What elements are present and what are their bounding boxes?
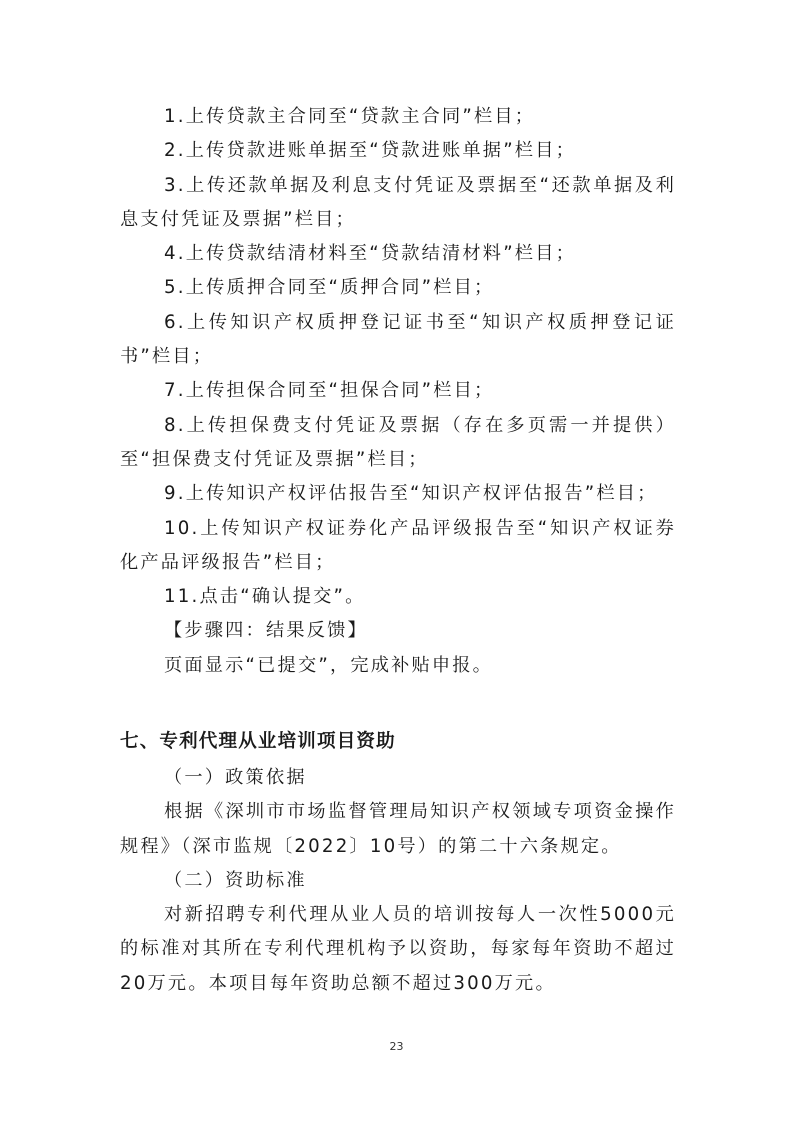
step-8: 8.上传担保费支付凭证及票据（存在多页需一并提供）至“担保费支付凭证及票据”栏目； bbox=[120, 414, 676, 470]
page-number: 23 bbox=[389, 1040, 404, 1053]
step-3: 3.上传还款单据及利息支付凭证及票据至“还款单据及利息支付凭证及票据”栏目； bbox=[120, 174, 676, 230]
funding-standard-title: （二）资助标准 bbox=[164, 869, 307, 891]
step-11: 11.点击“确认提交”。 bbox=[164, 586, 366, 608]
step-1: 1.上传贷款主合同至“贷款主合同”栏目； bbox=[164, 106, 536, 127]
step-10: 10.上传知识产权证券化产品评级报告至“知识产权证券化产品评级报告”栏目； bbox=[120, 517, 676, 573]
policy-basis-title: （一）政策依据 bbox=[164, 767, 307, 788]
step-5: 5.上传质押合同至“质押合同”栏目； bbox=[164, 277, 495, 299]
policy-basis-text: 根据《深圳市市场监督管理局知识产权领域专项资金操作规程》（深市监规〔2022〕10号）的第二十六条规定。 bbox=[120, 801, 676, 857]
funding-standard-text: 对新招聘专利代理从业人员的培训按每人一次性5000元的标准对其所在专利代理机构予以资助，每家每年资助不超过20万元。本项目每年资助总额不超过300万元。 bbox=[120, 904, 676, 994]
step-6: 6.上传知识产权质押登记证书至“知识产权质押登记证书”栏目； bbox=[120, 311, 676, 368]
step4-title: 【步骤四：结果反馈】 bbox=[164, 620, 368, 642]
section-heading: 七、专利代理从业培训项目资助 bbox=[120, 731, 396, 752]
step-2: 2.上传贷款进账单据至“贷款进账单据”栏目； bbox=[164, 140, 576, 162]
step-4: 4.上传贷款结清材料至“贷款结清材料”栏目； bbox=[164, 243, 576, 265]
section-body bbox=[120, 761, 676, 1001]
step4-text: 页面显示“已提交”，完成补贴申报。 bbox=[164, 654, 494, 676]
step-9: 9.上传知识产权评估报告至“知识产权评估报告”栏目； bbox=[164, 483, 658, 505]
upload-steps bbox=[120, 100, 676, 683]
step-7: 7.上传担保合同至“担保合同”栏目； bbox=[164, 380, 495, 402]
